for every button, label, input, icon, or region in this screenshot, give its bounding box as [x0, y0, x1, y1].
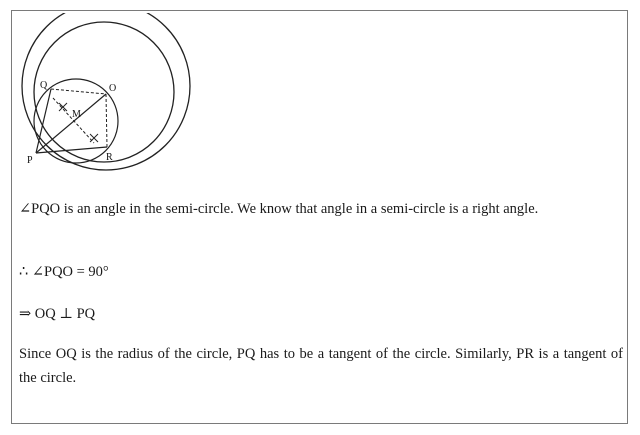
label-o: O [109, 83, 117, 94]
paragraph-angle-equals: ∴ ∠PQO = 90° [19, 264, 109, 280]
segment-or [106, 94, 107, 147]
paragraph-perpendicular: ⇒ OQ ⊥ PQ [19, 306, 96, 322]
segment-po [36, 94, 106, 153]
label-m: M [72, 109, 81, 120]
label-p: P [27, 155, 33, 166]
paragraph-semicircle-angle: ∠PQO is an angle in the semi-circle. We know that angle in a semi-circle is a right angle. [19, 201, 539, 217]
cross-mark-upper [59, 103, 67, 111]
geometry-figure [18, 13, 194, 179]
segment-construction [53, 98, 94, 143]
segment-pr [36, 147, 107, 153]
circle-centre-o [34, 22, 174, 162]
label-r: R [106, 152, 113, 163]
cross-mark-lower [90, 134, 98, 142]
label-q: Q [40, 80, 48, 91]
segment-oq [51, 89, 106, 94]
segment-pq [36, 89, 51, 153]
paragraph-conclusion: Since OQ is the radius of the circle, PQ has to be a tangent of the circle. Similarly, PR is a tangent of the circle. [19, 346, 623, 386]
